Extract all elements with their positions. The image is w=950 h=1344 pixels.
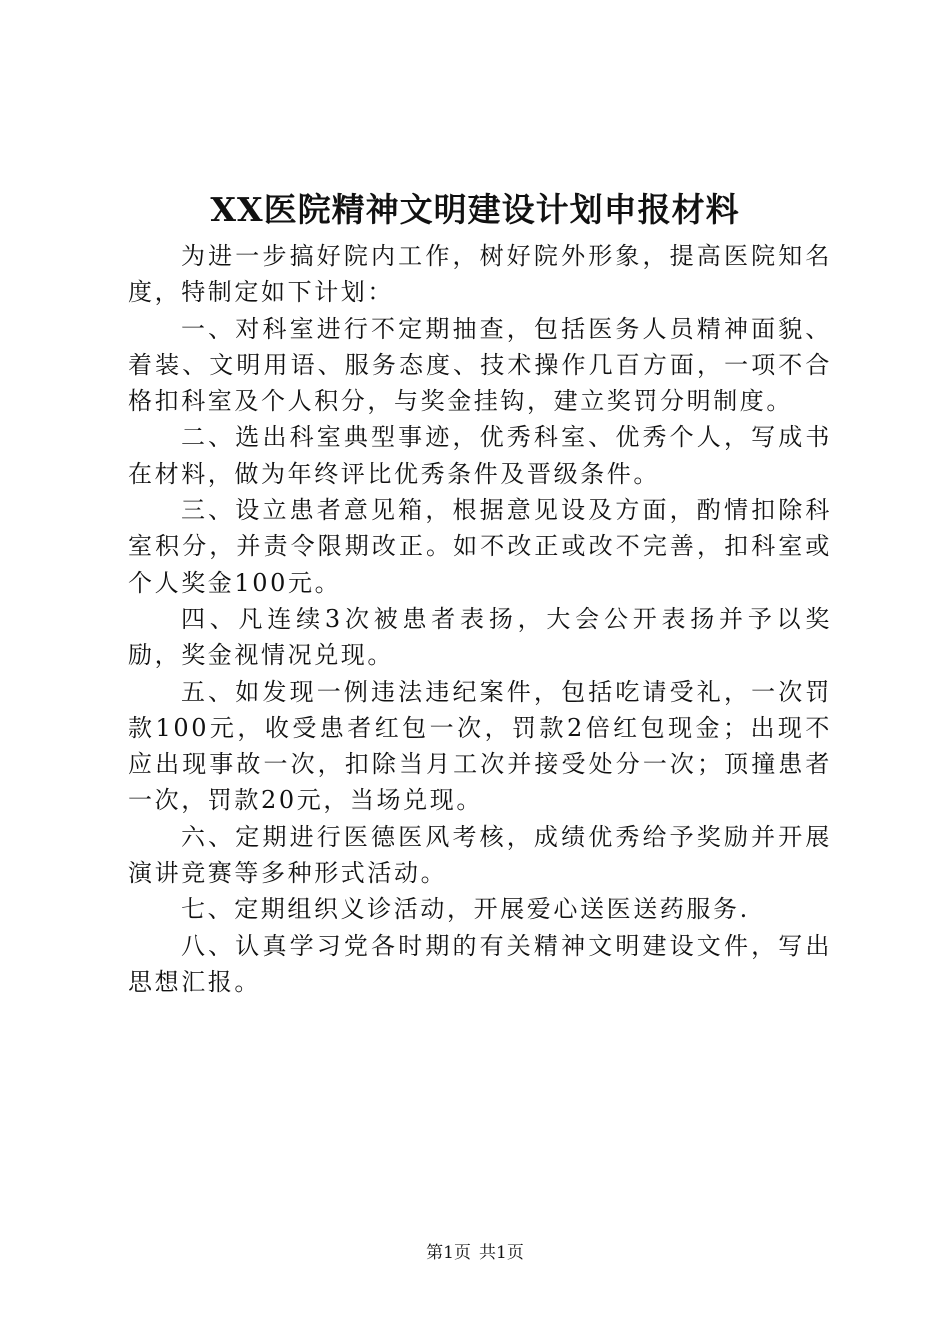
document-title: XX医院精神文明建设计划申报材料 xyxy=(210,190,740,229)
paragraph-item-4: 四、凡连续3次被患者表扬，大会公开表扬并予以奖励，奖金视情况兑现。 xyxy=(128,604,832,670)
page-number: 第1页 xyxy=(426,1243,471,1263)
paragraph-item-1: 一、对科室进行不定期抽查，包括医务人员精神面貌、着装、文明用语、服务态度、技术操作几百方面，一项不合格扣科室及个人积分，与奖金挂钩，建立奖罚分明制度。 xyxy=(128,314,832,416)
paragraph-item-3: 三、设立患者意见箱，根据意见设及方面，酌情扣除科室积分，并责令限期改正。如不改正或改不完善，扣科室或个人奖金100元。 xyxy=(128,496,832,597)
paragraph-item-7: 七、定期组织义诊活动，开展爱心送医送药服务. xyxy=(181,895,750,924)
paragraph-item-6: 六、定期进行医德医风考核，成绩优秀给予奖励并开展演讲竞赛等多种形式活动。 xyxy=(128,822,832,888)
document-body xyxy=(128,238,832,1000)
paragraph-intro: 为进一步搞好院内工作，树好院外形象，提高医院知名度，特制定如下计划： xyxy=(128,242,832,307)
paragraph-item-8: 八、认真学习党各时期的有关精神文明建设文件，写出思想汇报。 xyxy=(128,931,832,996)
paragraph-item-5: 五、如发现一例违法违纪案件，包括吃请受礼，一次罚款100元，收受患者红包一次，罚款2倍红包现金；出现不应出现事故一次，扣除当月工次并接受处分一次；顶撞患者一次，罚款20元，当场兑现。 xyxy=(128,677,832,815)
paragraph-item-2: 二、选出科室典型事迹，优秀科室、优秀个人，写成书在材料，做为年终评比优秀条件及晋级条件。 xyxy=(128,423,832,488)
page-total: 共1页 xyxy=(479,1243,524,1263)
page-footer xyxy=(0,1241,950,1265)
